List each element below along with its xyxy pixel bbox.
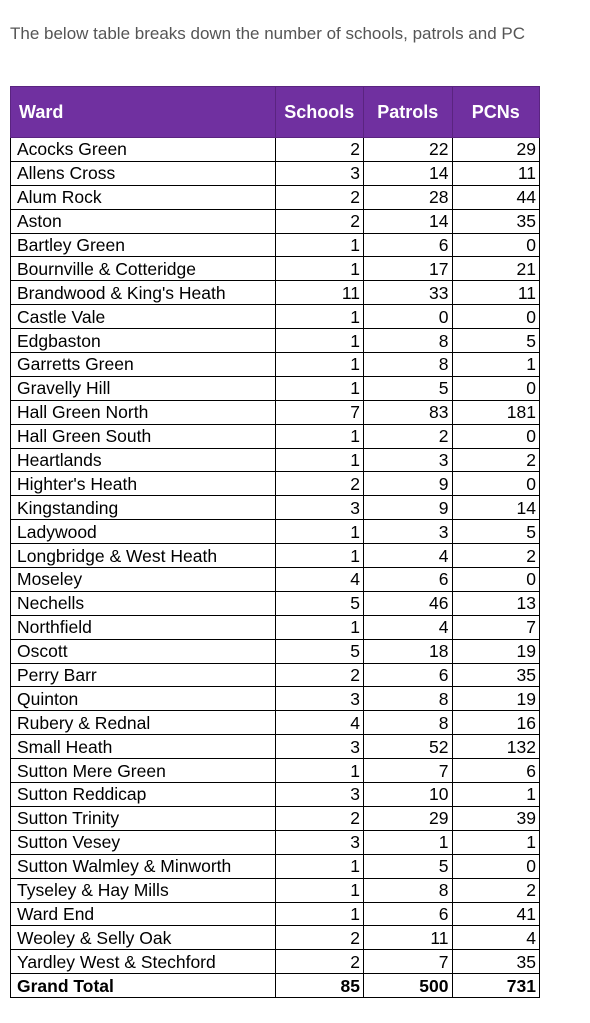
table-row bbox=[11, 806, 540, 830]
patrols-cell: 8 bbox=[364, 353, 453, 377]
schools-cell: 2 bbox=[275, 663, 364, 687]
header-ward: Ward bbox=[11, 87, 276, 138]
ward-cell: Hall Green South bbox=[11, 424, 276, 448]
pcns-cell: 1 bbox=[452, 783, 540, 807]
table-row bbox=[11, 138, 540, 162]
pcns-cell: 132 bbox=[452, 735, 540, 759]
ward-cell: Nechells bbox=[11, 591, 276, 615]
schools-cell: 1 bbox=[275, 305, 364, 329]
pcns-cell: 2 bbox=[452, 448, 540, 472]
schools-cell: 5 bbox=[275, 639, 364, 663]
schools-cell: 1 bbox=[275, 759, 364, 783]
schools-cell: 1 bbox=[275, 424, 364, 448]
schools-cell: 3 bbox=[275, 735, 364, 759]
patrols-cell: 52 bbox=[364, 735, 453, 759]
table-header-row bbox=[11, 87, 540, 138]
schools-cell: 4 bbox=[275, 568, 364, 592]
schools-cell: 2 bbox=[275, 209, 364, 233]
ward-cell: Tyseley & Hay Mills bbox=[11, 878, 276, 902]
pcns-cell: 14 bbox=[452, 496, 540, 520]
schools-cell: 2 bbox=[275, 472, 364, 496]
pcns-cell: 5 bbox=[452, 520, 540, 544]
pcns-cell: 21 bbox=[452, 257, 540, 281]
pcns-cell: 35 bbox=[452, 209, 540, 233]
schools-cell: 1 bbox=[275, 233, 364, 257]
patrols-cell: 8 bbox=[364, 329, 453, 353]
table-row bbox=[11, 496, 540, 520]
patrols-cell: 6 bbox=[364, 233, 453, 257]
schools-cell: 1 bbox=[275, 615, 364, 639]
pcns-cell: 39 bbox=[452, 806, 540, 830]
table-row bbox=[11, 878, 540, 902]
pcns-cell: 0 bbox=[452, 305, 540, 329]
pcns-cell: 29 bbox=[452, 138, 540, 162]
pcns-cell: 19 bbox=[452, 639, 540, 663]
pcns-cell: 6 bbox=[452, 759, 540, 783]
patrols-cell: 7 bbox=[364, 950, 453, 974]
table-row bbox=[11, 687, 540, 711]
table-row bbox=[11, 400, 540, 424]
patrols-cell: 2 bbox=[364, 424, 453, 448]
pcns-cell: 1 bbox=[452, 353, 540, 377]
table-row bbox=[11, 424, 540, 448]
table-body bbox=[11, 138, 540, 974]
ward-cell: Sutton Mere Green bbox=[11, 759, 276, 783]
schools-cell: 3 bbox=[275, 687, 364, 711]
table-row bbox=[11, 448, 540, 472]
patrols-cell: 4 bbox=[364, 615, 453, 639]
patrols-cell: 14 bbox=[364, 161, 453, 185]
patrols-cell: 14 bbox=[364, 209, 453, 233]
table-row bbox=[11, 926, 540, 950]
schools-cell: 1 bbox=[275, 353, 364, 377]
pcns-cell: 2 bbox=[452, 878, 540, 902]
schools-cell: 2 bbox=[275, 806, 364, 830]
schools-cell: 3 bbox=[275, 161, 364, 185]
ward-cell: Alum Rock bbox=[11, 185, 276, 209]
ward-cell: Bournville & Cotteridge bbox=[11, 257, 276, 281]
table-row bbox=[11, 735, 540, 759]
patrols-cell: 9 bbox=[364, 496, 453, 520]
patrols-cell: 33 bbox=[364, 281, 453, 305]
patrols-cell: 3 bbox=[364, 448, 453, 472]
patrols-cell: 11 bbox=[364, 926, 453, 950]
ward-cell: Sutton Walmley & Minworth bbox=[11, 854, 276, 878]
patrols-cell: 1 bbox=[364, 830, 453, 854]
ward-cell: Rubery & Rednal bbox=[11, 711, 276, 735]
pcns-cell: 44 bbox=[452, 185, 540, 209]
table-row bbox=[11, 902, 540, 926]
table-row bbox=[11, 281, 540, 305]
grand-total-row bbox=[11, 974, 540, 998]
schools-cell: 1 bbox=[275, 854, 364, 878]
ward-cell: Moseley bbox=[11, 568, 276, 592]
schools-cell: 1 bbox=[275, 878, 364, 902]
schools-cell: 4 bbox=[275, 711, 364, 735]
header-patrols: Patrols bbox=[364, 87, 453, 138]
wards-table bbox=[10, 86, 540, 998]
pcns-cell: 41 bbox=[452, 902, 540, 926]
ward-cell: Quinton bbox=[11, 687, 276, 711]
patrols-cell: 5 bbox=[364, 854, 453, 878]
schools-cell: 2 bbox=[275, 950, 364, 974]
pcns-cell: 5 bbox=[452, 329, 540, 353]
patrols-cell: 83 bbox=[364, 400, 453, 424]
ward-cell: Ladywood bbox=[11, 520, 276, 544]
patrols-cell: 18 bbox=[364, 639, 453, 663]
table-row bbox=[11, 854, 540, 878]
schools-cell: 2 bbox=[275, 138, 364, 162]
patrols-cell: 9 bbox=[364, 472, 453, 496]
ward-cell: Northfield bbox=[11, 615, 276, 639]
pcns-cell: 0 bbox=[452, 376, 540, 400]
ward-cell: Weoley & Selly Oak bbox=[11, 926, 276, 950]
schools-cell: 1 bbox=[275, 520, 364, 544]
table-row bbox=[11, 520, 540, 544]
pcns-cell: 0 bbox=[452, 424, 540, 448]
schools-cell: 1 bbox=[275, 257, 364, 281]
ward-cell: Aston bbox=[11, 209, 276, 233]
schools-cell: 3 bbox=[275, 783, 364, 807]
pcns-cell: 13 bbox=[452, 591, 540, 615]
patrols-cell: 6 bbox=[364, 568, 453, 592]
ward-cell: Ward End bbox=[11, 902, 276, 926]
total-patrols: 500 bbox=[364, 974, 453, 998]
patrols-cell: 8 bbox=[364, 878, 453, 902]
pcns-cell: 0 bbox=[452, 854, 540, 878]
patrols-cell: 7 bbox=[364, 759, 453, 783]
schools-cell: 3 bbox=[275, 496, 364, 520]
ward-cell: Sutton Vesey bbox=[11, 830, 276, 854]
schools-cell: 3 bbox=[275, 830, 364, 854]
pcns-cell: 1 bbox=[452, 830, 540, 854]
ward-cell: Acocks Green bbox=[11, 138, 276, 162]
table-row bbox=[11, 783, 540, 807]
schools-cell: 1 bbox=[275, 448, 364, 472]
patrols-cell: 3 bbox=[364, 520, 453, 544]
schools-cell: 2 bbox=[275, 185, 364, 209]
ward-cell: Heartlands bbox=[11, 448, 276, 472]
header-schools: Schools bbox=[275, 87, 364, 138]
table-row bbox=[11, 568, 540, 592]
table-row bbox=[11, 353, 540, 377]
patrols-cell: 10 bbox=[364, 783, 453, 807]
patrols-cell: 4 bbox=[364, 544, 453, 568]
ward-cell: Allens Cross bbox=[11, 161, 276, 185]
ward-cell: Kingstanding bbox=[11, 496, 276, 520]
table-row bbox=[11, 305, 540, 329]
pcns-cell: 11 bbox=[452, 161, 540, 185]
schools-cell: 5 bbox=[275, 591, 364, 615]
schools-cell: 11 bbox=[275, 281, 364, 305]
patrols-cell: 28 bbox=[364, 185, 453, 209]
table-row bbox=[11, 663, 540, 687]
schools-cell: 1 bbox=[275, 544, 364, 568]
patrols-cell: 46 bbox=[364, 591, 453, 615]
table-row bbox=[11, 639, 540, 663]
pcns-cell: 2 bbox=[452, 544, 540, 568]
pcns-cell: 35 bbox=[452, 950, 540, 974]
ward-cell: Perry Barr bbox=[11, 663, 276, 687]
ward-cell: Brandwood & King's Heath bbox=[11, 281, 276, 305]
table-row bbox=[11, 615, 540, 639]
table-row bbox=[11, 711, 540, 735]
pcns-cell: 181 bbox=[452, 400, 540, 424]
patrols-cell: 8 bbox=[364, 687, 453, 711]
table-row bbox=[11, 591, 540, 615]
patrols-cell: 6 bbox=[364, 902, 453, 926]
table-row bbox=[11, 830, 540, 854]
patrols-cell: 6 bbox=[364, 663, 453, 687]
ward-cell: Castle Vale bbox=[11, 305, 276, 329]
patrols-cell: 0 bbox=[364, 305, 453, 329]
table-row bbox=[11, 233, 540, 257]
table-row bbox=[11, 257, 540, 281]
ward-cell: Yardley West & Stechford bbox=[11, 950, 276, 974]
schools-cell: 1 bbox=[275, 376, 364, 400]
pcns-cell: 35 bbox=[452, 663, 540, 687]
pcns-cell: 0 bbox=[452, 233, 540, 257]
pcns-cell: 11 bbox=[452, 281, 540, 305]
pcns-cell: 16 bbox=[452, 711, 540, 735]
ward-cell: Garretts Green bbox=[11, 353, 276, 377]
intro-text: The below table breaks down the number of schools, patrols and PC bbox=[10, 24, 526, 43]
pcns-cell: 0 bbox=[452, 472, 540, 496]
patrols-cell: 5 bbox=[364, 376, 453, 400]
patrols-cell: 29 bbox=[364, 806, 453, 830]
patrols-cell: 17 bbox=[364, 257, 453, 281]
ward-cell: Bartley Green bbox=[11, 233, 276, 257]
schools-cell: 1 bbox=[275, 329, 364, 353]
table-row bbox=[11, 161, 540, 185]
table-row bbox=[11, 329, 540, 353]
pcns-cell: 4 bbox=[452, 926, 540, 950]
table-row bbox=[11, 185, 540, 209]
pcns-cell: 0 bbox=[452, 568, 540, 592]
ward-cell: Edgbaston bbox=[11, 329, 276, 353]
ward-cell: Sutton Reddicap bbox=[11, 783, 276, 807]
patrols-cell: 22 bbox=[364, 138, 453, 162]
ward-cell: Highter's Heath bbox=[11, 472, 276, 496]
ward-cell: Oscott bbox=[11, 639, 276, 663]
patrols-cell: 8 bbox=[364, 711, 453, 735]
total-label: Grand Total bbox=[11, 974, 276, 998]
table-row bbox=[11, 376, 540, 400]
table-row bbox=[11, 759, 540, 783]
schools-cell: 2 bbox=[275, 926, 364, 950]
total-pcns: 731 bbox=[452, 974, 540, 998]
pcns-cell: 19 bbox=[452, 687, 540, 711]
pcns-cell: 7 bbox=[452, 615, 540, 639]
total-schools: 85 bbox=[275, 974, 364, 998]
schools-cell: 7 bbox=[275, 400, 364, 424]
ward-cell: Gravelly Hill bbox=[11, 376, 276, 400]
table-row bbox=[11, 209, 540, 233]
table-row bbox=[11, 950, 540, 974]
ward-cell: Longbridge & West Heath bbox=[11, 544, 276, 568]
header-pcns: PCNs bbox=[452, 87, 540, 138]
ward-cell: Hall Green North bbox=[11, 400, 276, 424]
ward-cell: Sutton Trinity bbox=[11, 806, 276, 830]
schools-cell: 1 bbox=[275, 902, 364, 926]
ward-cell: Small Heath bbox=[11, 735, 276, 759]
table-row bbox=[11, 544, 540, 568]
table-row bbox=[11, 472, 540, 496]
